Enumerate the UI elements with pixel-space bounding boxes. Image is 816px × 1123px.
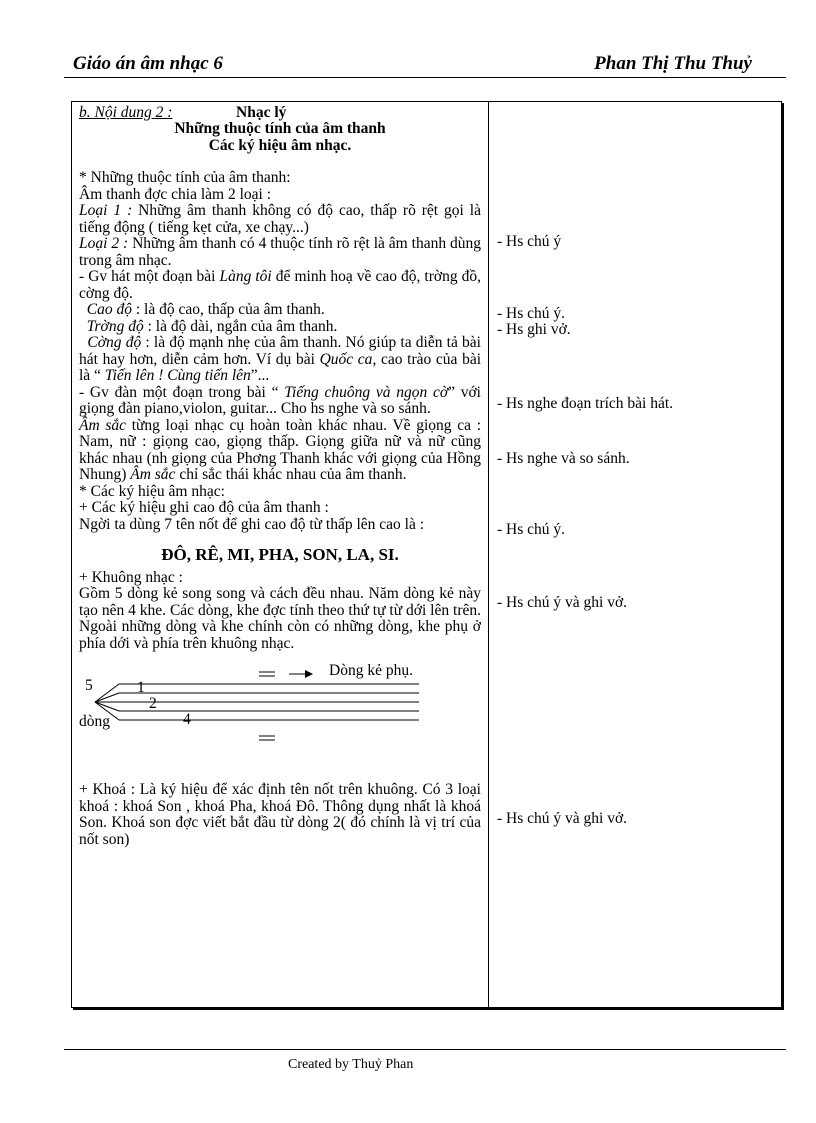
loai2-text: Những âm thanh có 4 thuộc tính rõ rệt là âm thanh dùng trong âm nhạc. [79,235,481,269]
truongdo-label: Trờng độ [86,317,144,335]
column-divider [488,102,489,1007]
amsac-label: Âm sắc [79,416,127,434]
right-note-8: - Hs chú ý và ghi vở. [497,810,628,827]
amsac-label-2: Âm sắc [130,466,176,483]
para-staff: Gồm 5 dòng kẻ song song và cách đều nhau. Năm dòng kẻ này tạo nên 4 khe. Các dòng, khe đợc tính theo thứ tự từ dới lên trên. Ngoài những dòng và khe chính còn có những dòng, khe phụ ở phía dới và phía trên khuông nhạc. [79,585,481,652]
cuongdo-label: Cờng độ [87,334,142,351]
gv2-text: - Gv đàn một đoạn trong bài “ [79,383,285,401]
staff-label-2: 2 [149,695,157,712]
right-note-2: - Hs chú ý. [497,305,566,322]
right-note-7: - Hs chú ý và ghi vở. [497,594,628,611]
para-gv2 [79,385,481,418]
gv2-text-2: ” với giọng đàn piano,violon, guitar... Cho hs nghe và so sánh. [79,383,481,417]
staff-label-1: 1 [137,679,145,696]
subtitle-properties: Những thuộc tính của âm thanh [174,120,386,137]
para-clef: + Khoá : Là ký hiệu để xác định tên nốt trên khuông. Có 3 loại khoá : khoá Son , khoá Pha, khoá Đô. Thông dụng nhất là khoá Son. Khoá son đợc viết bắt đầu từ dòng 2( đó chính là vị trí của nốt son) [79,781,481,848]
para-gv1 [79,269,481,302]
staff-label-4: 4 [183,711,191,728]
lesson-table [71,101,782,1008]
right-note-6: - Hs chú ý. [497,521,566,538]
pointer-2 [95,702,119,711]
caodo-text: : là độ cao, thấp của âm thanh. [131,301,325,318]
footer-credit: Created by Thuỷ Phan [288,1057,414,1072]
text-seven-notes: Ngời ta dùng 7 tên nốt để ghi cao độ từ thấp lên cao là : [79,515,425,533]
para-caodo [79,302,481,319]
right-note-3: - Hs ghi vở. [497,321,571,338]
heading-properties: * Những thuộc tính của âm thanh: [79,169,291,186]
text-divided: Âm thanh đợc chia làm 2 loại : [79,185,271,203]
section-title: Nhạc lý [236,104,287,121]
pointer-4 [95,693,119,702]
right-note-5: - Hs nghe và so sánh. [497,450,630,467]
gv1-text-2: để minh hoạ về cao độ, trờng đồ, cờng độ. [79,268,481,302]
para-loai1 [79,203,481,236]
pointer-5 [95,684,119,702]
para-truongdo [79,319,481,336]
gv2-song: Tiếng chuông và ngọn cờ [284,383,449,401]
tienlen-quote: Tiến lên ! Cùng tiến lên [104,367,251,384]
amsac-text-2: chỉ sắc thái khác nhau của âm thanh. [175,466,407,483]
text-pitch-symbols: + Các ký hiệu ghi cao độ của âm thanh : [79,499,329,516]
right-note-4: - Hs nghe đoạn trích bài hát. [497,395,674,412]
para-loai2 [79,236,481,269]
content-column [79,105,481,848]
gv1-text: - Gv hát một đoạn bài [79,268,220,285]
header-author: Phan Thị Thu Thuỷ [594,53,752,74]
note-names: ĐÔ, RÊ, MI, PHA, SON, LA, SI. [161,545,399,564]
staff-svg [79,660,481,752]
heading-symbols: * Các ký hiệu âm nhạc: [79,482,225,500]
gv1-song: Làng tôi [219,268,272,285]
footer-rule [64,1049,786,1050]
ledger-label: Dòng kẻ phụ. [329,662,413,679]
header-subject: Giáo án âm nhạc 6 [73,53,223,74]
section-label: b. Nội dung 2 : [79,104,173,121]
staff-label-dong: dòng [79,713,110,730]
heading-staff: + Khuông nhạc : [79,568,183,586]
loai1-label: Loại 1 : [79,202,133,219]
truongdo-text: : là độ dài, ngắn của âm thanh. [143,317,338,335]
cuongdo-text-3: ”... [250,367,270,384]
subtitle-symbols: Các ký hiệu âm nhạc. [208,136,352,154]
right-note-1: - Hs chú ý [497,233,562,250]
staff-diagram [79,660,481,752]
caodo-label: Cao độ [86,301,132,318]
loai2-label: Loại 2 : [79,235,129,252]
para-amsac [79,418,481,484]
cuongdo-text-2: , cao trào của bài là “ [79,350,482,384]
header-rule [64,77,786,78]
quocca-song: Quốc ca [319,350,373,368]
amsac-text: từng loại nhạc cụ hoàn toàn khác nhau. Về giọng ca : Nam, nữ : giọng cao, giọng thấp. Giọng giữa nữ và nữ cũng khác nhau (nh giọng của Phơng Thanh khác với giọng của Hồng Nhung) [79,416,481,483]
para-cuongdo [79,335,481,385]
arrow-head [305,670,313,678]
loai1-text: Những âm thanh không có độ cao, thấp rõ rệt gọi là tiếng động ( tiếng kẹt cửa, xe chạy...) [79,202,481,236]
staff-label-5: 5 [85,677,93,694]
cuongdo-text: : là độ mạnh nhẹ của âm thanh. Nó giúp ta diễn tả bài hát hay hơn, diễn cảm hơn. Ví dụ bài [79,334,481,368]
